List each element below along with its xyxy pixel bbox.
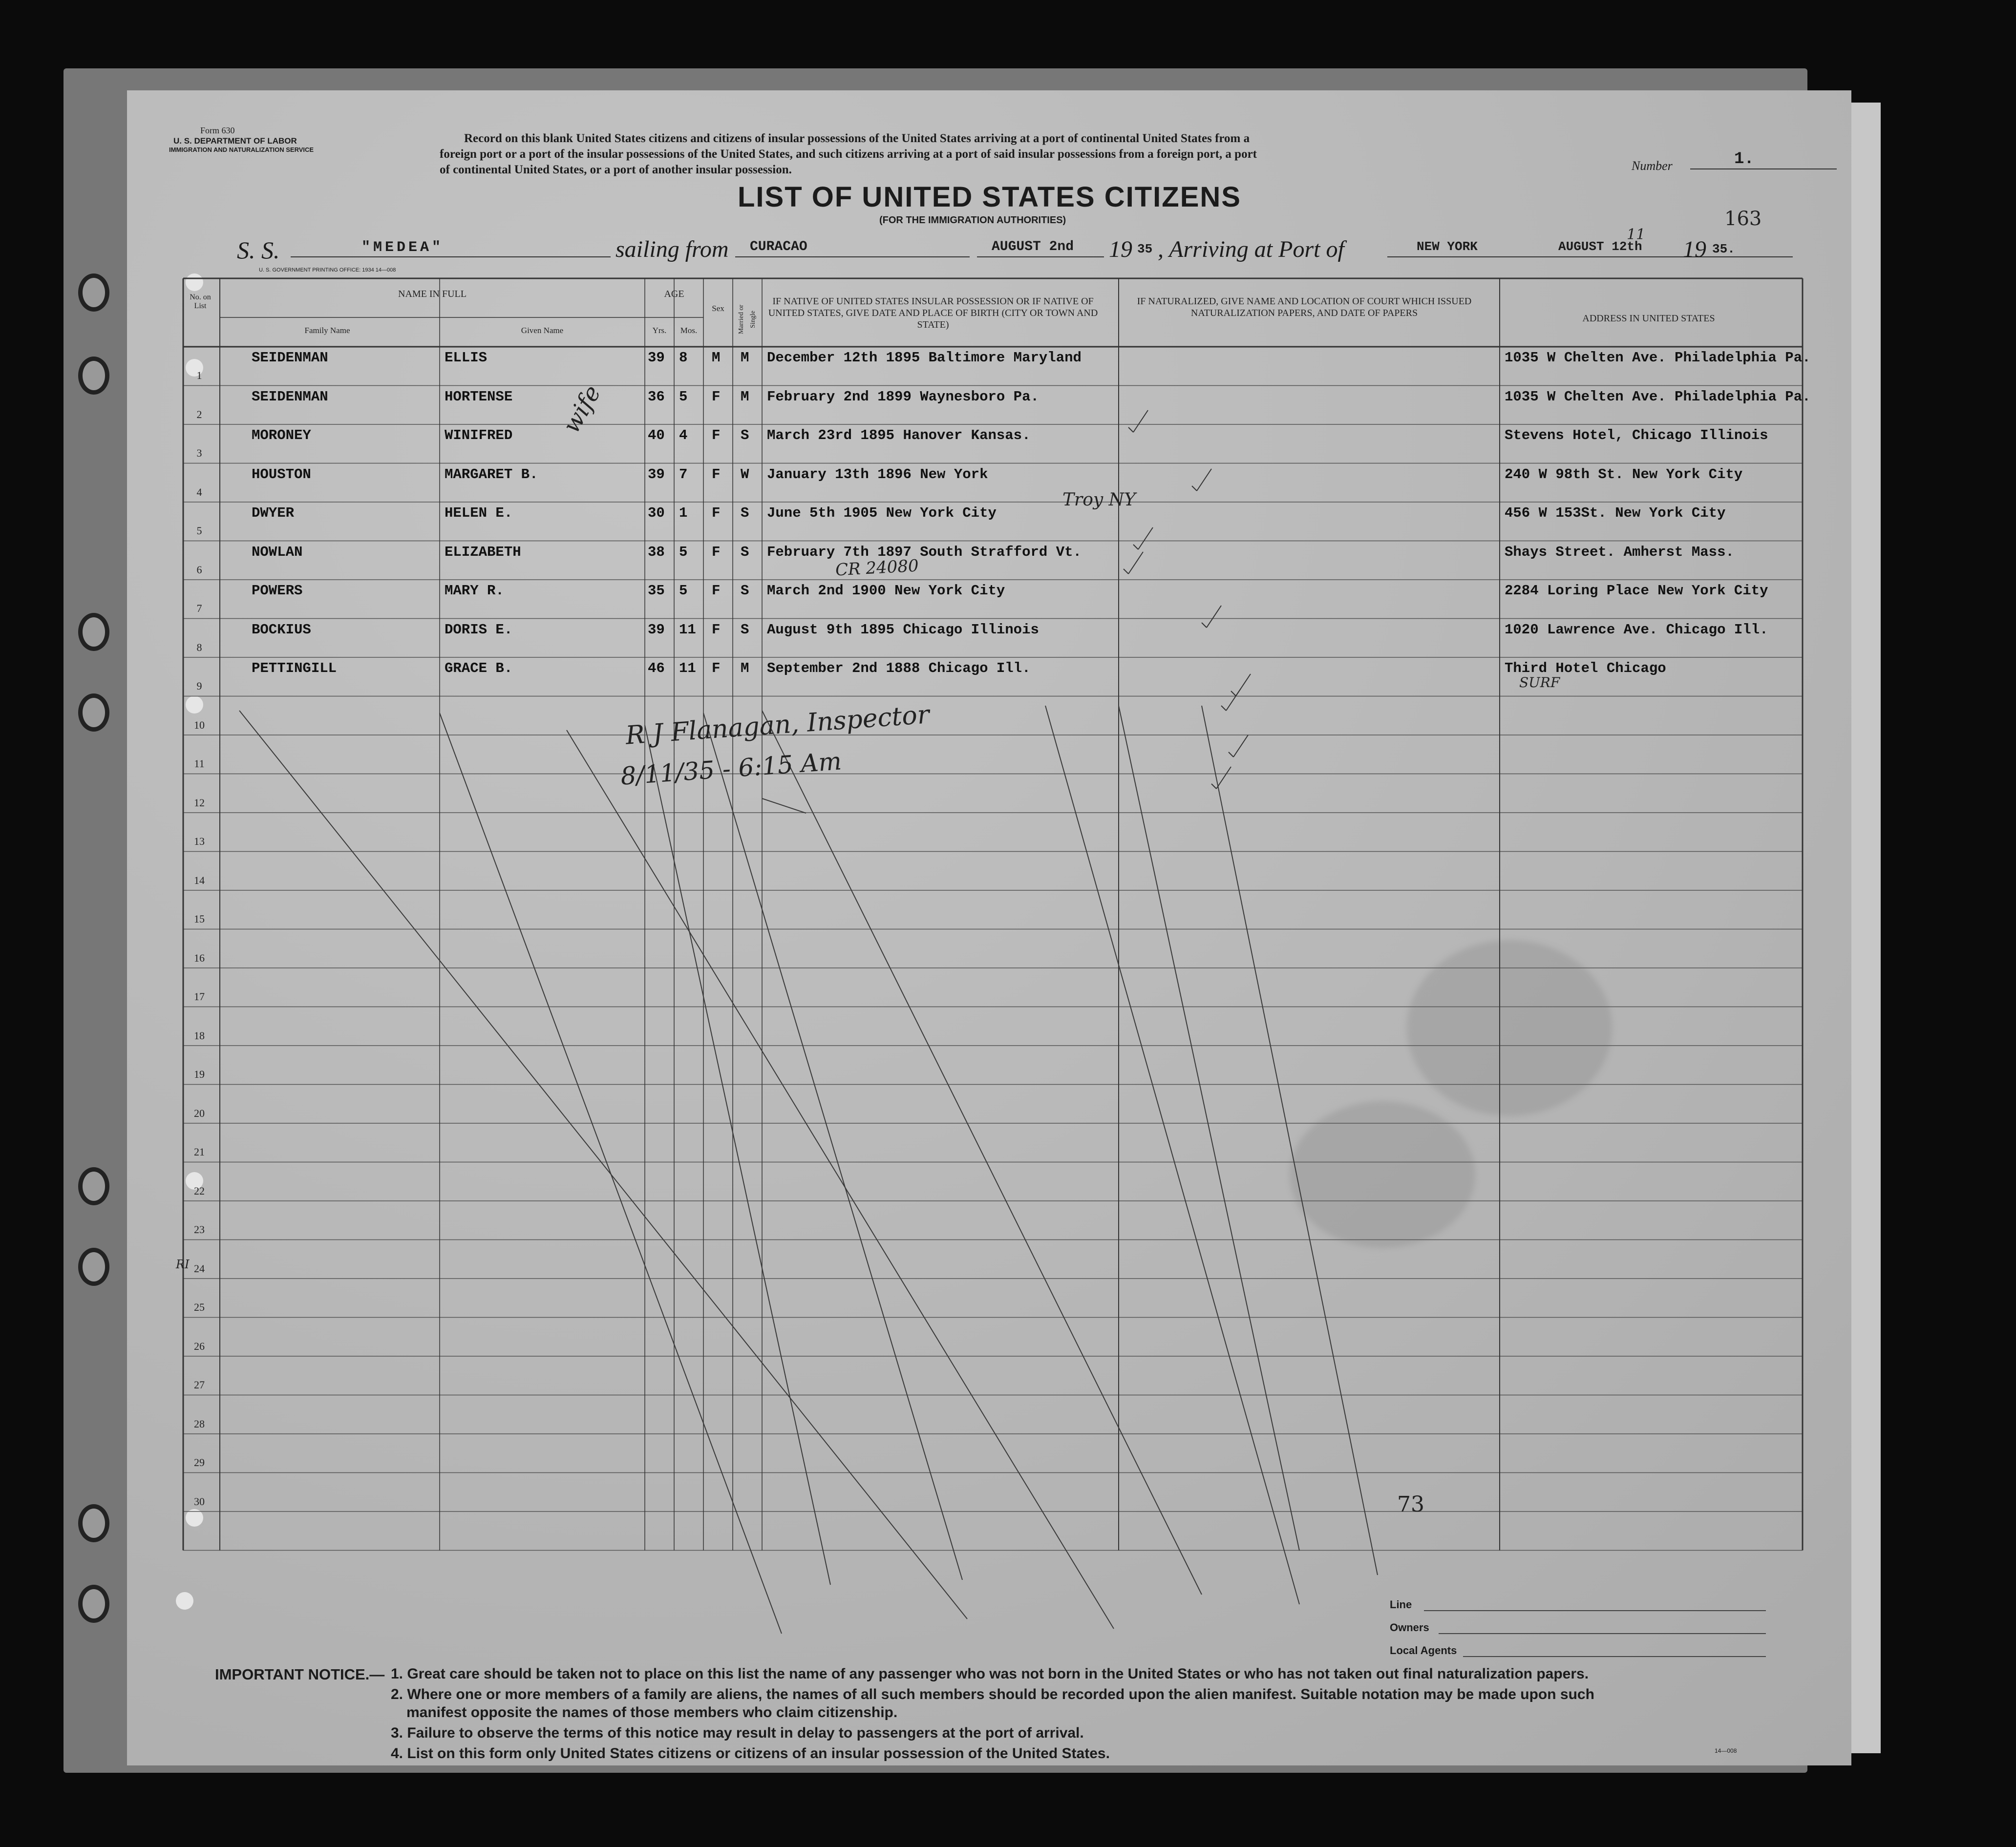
notice-item-1: 1. Great care should be taken not to place on this list the name of any passenger who was not born in the United States or who has not taken out final naturalization papers.: [391, 1666, 1589, 1682]
marital-status: S: [741, 544, 749, 560]
header-years: Yrs.: [652, 326, 667, 335]
marital-status: M: [741, 660, 749, 676]
cross-out-stroke: [703, 713, 962, 1580]
row-number: 20: [194, 1107, 205, 1119]
header-family-name: Family Name: [304, 326, 350, 335]
arrival-port: NEW YORK: [1417, 239, 1478, 254]
service-name: IMMIGRATION AND NATURALIZATION SERVICE: [169, 146, 314, 153]
footer-code: 14—008: [1715, 1747, 1737, 1754]
marital-status: W: [741, 466, 749, 483]
table-grid: [127, 90, 1851, 1765]
row-number: 27: [194, 1379, 205, 1391]
check-mark: [1192, 486, 1197, 491]
age-months: 7: [679, 466, 688, 483]
cross-out-stroke: [1202, 706, 1378, 1575]
age-months: 11: [679, 660, 696, 676]
row-number: 2: [196, 408, 202, 420]
age-years: 39: [648, 621, 665, 638]
sex: F: [712, 427, 721, 443]
birth-details: December 12th 1895 Baltimore Maryland: [767, 350, 1082, 366]
family-name: HOUSTON: [252, 466, 311, 483]
ss-label: S. S.: [237, 236, 280, 264]
inspection-date-time: 8/11/35 - 6:15 Am: [619, 747, 843, 791]
sail-year: 35: [1137, 242, 1153, 256]
age-years: 46: [648, 660, 665, 676]
birth-details: August 9th 1895 Chicago Illinois: [767, 621, 1039, 638]
us-address: 1020 Lawrence Ave. Chicago Ill.: [1505, 621, 1768, 638]
birth-details: February 7th 1897 South Strafford Vt.: [767, 544, 1082, 560]
printer-note: U. S. GOVERNMENT PRINTING OFFICE: 1934 14—008: [259, 267, 396, 273]
agents-label: Local Agents: [1390, 1644, 1457, 1657]
family-name: NOWLAN: [252, 544, 303, 560]
header-sex: Sex: [712, 304, 724, 313]
row-number: 9: [196, 680, 202, 692]
notice-item-2a: 2. Where one or more members of a family are aliens, the names of all such members should be recorded upon the alien manifest. Suitable notation may be made upon such: [391, 1686, 1594, 1702]
row-number: 10: [194, 718, 205, 731]
birth-details: June 5th 1905 New York City: [767, 505, 997, 521]
check-mark: [1138, 527, 1153, 549]
sex: F: [712, 466, 721, 483]
given-name: HORTENSE: [445, 388, 513, 405]
check-mark: [1221, 706, 1226, 711]
age-months: 11: [679, 621, 696, 638]
given-name: GRACE B.: [445, 660, 513, 676]
row-number: 14: [194, 874, 205, 886]
cross-out-stroke: [239, 711, 967, 1619]
row-number: 23: [194, 1223, 205, 1236]
row-number: 22: [194, 1184, 205, 1197]
handwritten-certificate: CR 24080: [835, 556, 919, 580]
owners-field: [1439, 1633, 1766, 1634]
us-address: 2284 Loring Place New York City: [1505, 583, 1768, 599]
birth-details: February 2nd 1899 Waynesboro Pa.: [767, 388, 1039, 405]
marital-status: M: [741, 388, 749, 405]
marital-status: S: [741, 621, 749, 638]
age-years: 39: [648, 466, 665, 483]
intro-line-2: foreign port or a port of the insular possessions of the United States, and such citizens arriving at a port of said insular possessions from a foreign port, a port: [440, 147, 1257, 161]
line-field: [1424, 1610, 1766, 1611]
department-name: U. S. DEPARTMENT OF LABOR: [173, 136, 297, 146]
age-years: 30: [648, 505, 665, 521]
sex: F: [712, 583, 721, 599]
form-number: Form 630: [200, 126, 235, 135]
check-mark: [1133, 545, 1138, 549]
given-name: MARGARET B.: [445, 466, 538, 483]
binder-ring-icon: [78, 273, 109, 312]
handwritten-troy: Troy NY: [1062, 490, 1136, 510]
family-name: POWERS: [252, 583, 303, 599]
arriving-label: , Arriving at Port of: [1158, 236, 1344, 262]
marital-status: S: [741, 427, 749, 443]
notice-title: IMPORTANT NOTICE.—: [215, 1666, 385, 1683]
form-title: LIST OF UNITED STATES CITIZENS: [738, 181, 1241, 213]
row-number: 15: [194, 913, 205, 925]
manifest-sheet: [127, 90, 1851, 1765]
sail-year-prefix: 19: [1109, 236, 1132, 262]
arrival-date-correction: 11: [1627, 226, 1646, 243]
binder-ring-icon: [78, 1504, 109, 1542]
header-address: ADDRESS IN UNITED STATES: [1582, 313, 1715, 324]
row-number: 4: [196, 485, 202, 498]
birth-details: March 2nd 1900 New York City: [767, 583, 1005, 599]
header-naturalization: IF NATURALIZED, GIVE NAME AND LOCATION OF COURT WHICH ISSUED NATURALIZATION PAPERS, AND DATE OF PAPERS: [1137, 296, 1472, 318]
row-number: 21: [194, 1146, 205, 1158]
agents-field: [1463, 1656, 1766, 1657]
check-mark: [1211, 784, 1216, 789]
row-number: 25: [194, 1301, 205, 1313]
birth-details: September 2nd 1888 Chicago Ill.: [767, 660, 1031, 676]
age-months: 5: [679, 388, 688, 405]
family-name: MORONEY: [252, 427, 311, 443]
row-number: 24: [194, 1262, 205, 1275]
cross-out-stroke: [567, 730, 1114, 1629]
check-mark: [1133, 410, 1148, 432]
row-number: 16: [194, 951, 205, 964]
binder-ring-icon: [78, 1585, 109, 1623]
binder-ring-icon: [78, 693, 109, 732]
age-months: 1: [679, 505, 688, 521]
sailing-label: sailing from: [615, 236, 729, 262]
age-months: 4: [679, 427, 688, 443]
arrival-year: 35.: [1712, 242, 1735, 256]
age-months: 8: [679, 350, 688, 366]
notice-item-2b: manifest opposite the names of those members who claim citizenship.: [406, 1704, 898, 1721]
family-name: BOCKIUS: [252, 621, 311, 638]
row-number: 18: [194, 1029, 205, 1042]
age-years: 40: [648, 427, 665, 443]
binder-ring-icon: [78, 1248, 109, 1286]
check-mark: [1124, 569, 1128, 574]
us-address: Stevens Hotel, Chicago Illinois: [1505, 427, 1768, 443]
marital-status: S: [741, 505, 749, 521]
marital-status: M: [741, 350, 749, 366]
binder-ring-icon: [78, 613, 109, 651]
header-name-in-full: NAME IN FULL: [398, 289, 467, 299]
cross-out-stroke: [440, 713, 782, 1634]
arrival-date: AUGUST 12th: [1558, 239, 1642, 254]
us-address: 456 W 153St. New York City: [1505, 505, 1726, 521]
sail-date: AUGUST 2nd: [992, 239, 1074, 254]
row-number: 29: [194, 1456, 205, 1469]
sex: F: [712, 388, 721, 405]
row-number: 30: [194, 1495, 205, 1508]
us-address: Third Hotel Chicago: [1505, 660, 1666, 676]
check-mark: [1226, 689, 1241, 711]
header-no-on-list: No. on List: [190, 293, 211, 310]
check-mark: [1233, 735, 1248, 757]
us-address: Shays Street. Amherst Mass.: [1505, 544, 1734, 560]
row-number: 3: [196, 447, 202, 459]
header-months: Mos.: [680, 326, 698, 335]
row-number: 8: [196, 641, 202, 653]
row-number: 12: [194, 796, 205, 809]
age-years: 35: [648, 583, 665, 599]
header-given-name: Given Name: [521, 326, 564, 335]
sex: M: [712, 350, 721, 366]
handwritten-surf: SURF: [1519, 674, 1560, 691]
inspector-signature: R J Flanagan, Inspector: [624, 700, 931, 751]
sex: F: [712, 505, 721, 521]
header-married-or-single: Married or Single: [738, 304, 757, 335]
line-label: Line: [1390, 1598, 1412, 1611]
sex: F: [712, 544, 721, 560]
us-address: 240 W 98th St. New York City: [1505, 466, 1743, 483]
family-name: DWYER: [252, 505, 295, 521]
form-subtitle: (FOR THE IMMIGRATION AUTHORITIES): [879, 215, 1066, 226]
binder-ring-icon: [78, 1167, 109, 1205]
age-months: 5: [679, 544, 688, 560]
cross-out-stroke: [762, 711, 1202, 1595]
row-number: 17: [194, 990, 205, 1003]
given-name: HELEN E.: [445, 505, 513, 521]
row-number: 7: [196, 602, 202, 614]
check-mark: [1229, 752, 1233, 757]
row-number: 11: [194, 757, 205, 770]
check-mark: [1128, 427, 1133, 432]
us-address: 1035 W Chelten Ave. Philadelphia Pa.: [1505, 350, 1811, 366]
family-name: SEIDENMAN: [252, 388, 328, 405]
header-age: AGE: [664, 289, 684, 299]
header-place-of-birth: IF NATIVE OF UNITED STATES INSULAR POSSESSION OR IF NATIVE OF UNITED STATES, GIVE DATE AND PLACE OF BIRTH (CITY OR TOWN AND STATE): [768, 296, 1098, 330]
row-number: 13: [194, 835, 205, 847]
cross-out-stroke: [1045, 706, 1299, 1604]
birth-details: January 13th 1896 New York: [767, 466, 988, 483]
marital-status: S: [741, 583, 749, 599]
handwritten-wife: wife: [557, 380, 607, 438]
row-number: 1: [196, 369, 202, 381]
margin-ri: RI: [176, 1258, 190, 1271]
intro-line-3: of continental United States, or a port of another insular possession.: [440, 163, 792, 176]
check-mark: [1128, 552, 1143, 574]
cross-out-stroke: [762, 798, 806, 813]
given-name: ELIZABETH: [445, 544, 521, 560]
cross-out-stroke: [645, 725, 830, 1585]
given-name: MARY R.: [445, 583, 504, 599]
row-number: 6: [196, 563, 202, 576]
given-name: DORIS E.: [445, 621, 513, 638]
age-years: 38: [648, 544, 665, 560]
page-number: 163: [1724, 208, 1762, 230]
sex: F: [712, 660, 721, 676]
row-number: 19: [194, 1068, 205, 1080]
age-years: 36: [648, 388, 665, 405]
binder-ring-icon: [78, 357, 109, 395]
owners-label: Owners: [1390, 1621, 1429, 1634]
number-value: 1.: [1734, 150, 1754, 168]
row-number: 5: [196, 525, 202, 537]
intro-line-1: Record on this blank United States citizens and citizens of insular possessions of the United States arriving at a port of continental United States from a: [464, 132, 1250, 145]
row-number: 26: [194, 1340, 205, 1352]
arrival-year-prefix: 19: [1683, 236, 1706, 262]
row-number: 28: [194, 1417, 205, 1430]
age-years: 39: [648, 350, 665, 366]
from-port: CURACAO: [750, 239, 807, 254]
given-name: WINIFRED: [445, 427, 513, 443]
check-mark: [1197, 469, 1211, 491]
check-mark: [1216, 767, 1231, 789]
check-mark: [1231, 691, 1236, 696]
notice-item-4: 4. List on this form only United States citizens or citizens of an insular possession of the United States.: [391, 1745, 1110, 1762]
given-name: ELLIS: [445, 350, 488, 366]
ship-name: "MEDEA": [361, 239, 444, 256]
number-label: Number: [1632, 159, 1673, 173]
margin-count: 73: [1397, 1492, 1424, 1517]
cross-out-stroke: [1119, 706, 1299, 1551]
check-mark: [1202, 623, 1207, 628]
family-name: SEIDENMAN: [252, 350, 328, 366]
check-mark: [1207, 606, 1221, 628]
sex: F: [712, 621, 721, 638]
notice-item-3: 3. Failure to observe the terms of this notice may result in delay to passengers at the port of arrival.: [391, 1725, 1084, 1741]
family-name: PETTINGILL: [252, 660, 337, 676]
age-months: 5: [679, 583, 688, 599]
birth-details: March 23rd 1895 Hanover Kansas.: [767, 427, 1031, 443]
us-address: 1035 W Chelten Ave. Philadelphia Pa.: [1505, 388, 1811, 405]
